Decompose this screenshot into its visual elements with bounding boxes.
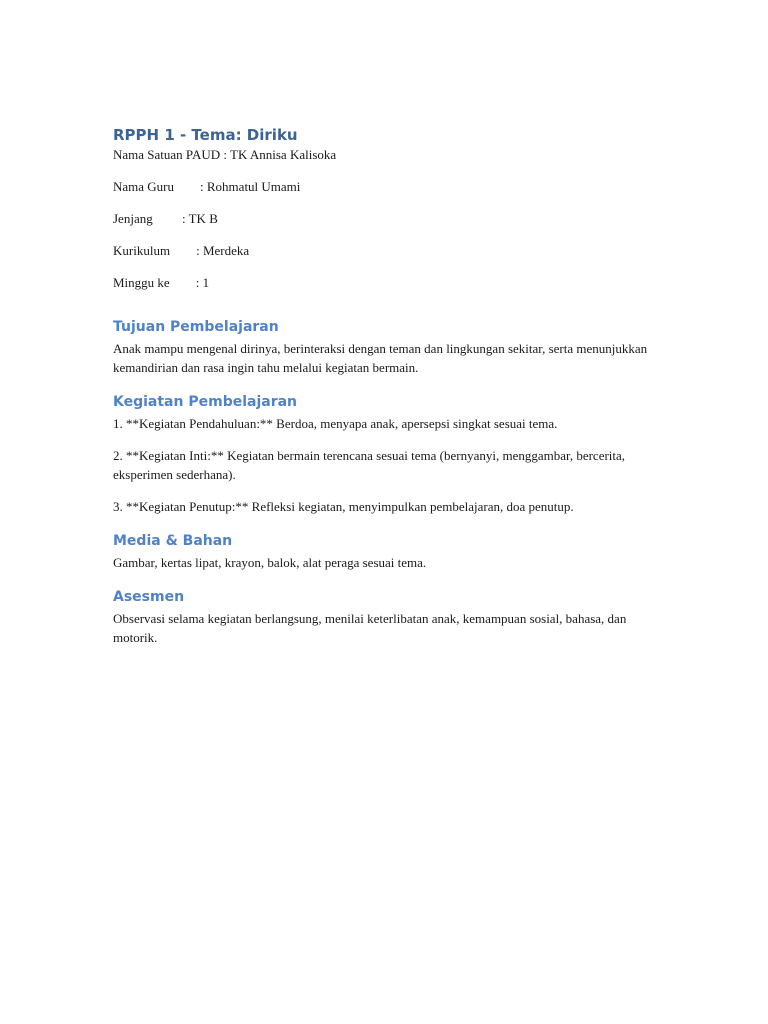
section-heading: Kegiatan Pembelajaran (113, 394, 298, 410)
document-page (113, 124, 653, 647)
document-title: RPPH 1 - Tema: Diriku (113, 126, 298, 144)
section-heading: Tujuan Pembelajaran (113, 319, 279, 335)
info-gap (170, 275, 196, 290)
section-paragraph: 3. **Kegiatan Penutup:** Refleksi kegiatan, menyimpulkan pembelajaran, doa penutup. (113, 499, 574, 514)
info-label: Jenjang (113, 211, 153, 226)
section-paragraph: Anak mampu mengenal dirinya, berinteraksi dengan teman dan lingkungan sekitar, serta menunjukkan kemandirian dan rasa ingin tahu melalui kegiatan bermain. (113, 341, 648, 375)
section-paragraph: Gambar, kertas lipat, krayon, balok, alat peraga sesuai tema. (113, 555, 427, 570)
section-tujuan (113, 316, 653, 377)
info-line-jenjang: Jenjang : TK B (113, 211, 218, 226)
info-gap (174, 179, 200, 194)
info-line-satuan-paud: Nama Satuan PAUD : TK Annisa Kalisoka (113, 147, 337, 162)
section-heading: Asesmen (113, 589, 185, 605)
section-asesmen (113, 586, 653, 647)
info-value: Merdeka (202, 243, 250, 258)
info-line-kurikulum: Kurikulum : Merdeka (113, 243, 250, 258)
info-block (113, 146, 653, 292)
info-label: Nama Guru (113, 179, 175, 194)
info-line-minggu: Minggu ke : 1 (113, 275, 210, 290)
info-label: Kurikulum (113, 243, 171, 258)
info-gap (170, 243, 196, 258)
info-value: TK B (188, 211, 218, 226)
section-media (113, 530, 653, 572)
section-paragraph: Observasi selama kegiatan berlangsung, menilai keterlibatan anak, kemampuan sosial, bahasa, dan motorik. (113, 611, 627, 645)
info-gap (220, 147, 223, 162)
section-paragraph: 2. **Kegiatan Inti:** Kegiatan bermain terencana sesuai tema (bernyanyi, menggambar, bercerita, eksperimen sederhana). (113, 448, 626, 482)
info-label: Nama Satuan PAUD (113, 147, 221, 162)
info-value: 1 (202, 275, 210, 290)
section-paragraph: 1. **Kegiatan Pendahuluan:** Berdoa, menyapa anak, apersepsi singkat sesuai tema. (113, 416, 558, 431)
info-value: Rohmatul Umami (206, 179, 301, 194)
section-kegiatan (113, 391, 653, 516)
section-heading: Media & Bahan (113, 533, 233, 549)
info-value: TK Annisa Kalisoka (230, 147, 337, 162)
info-line-nama-guru: Nama Guru : Rohmatul Umami (113, 179, 301, 194)
info-label: Minggu ke (113, 275, 170, 290)
info-gap (153, 211, 182, 226)
